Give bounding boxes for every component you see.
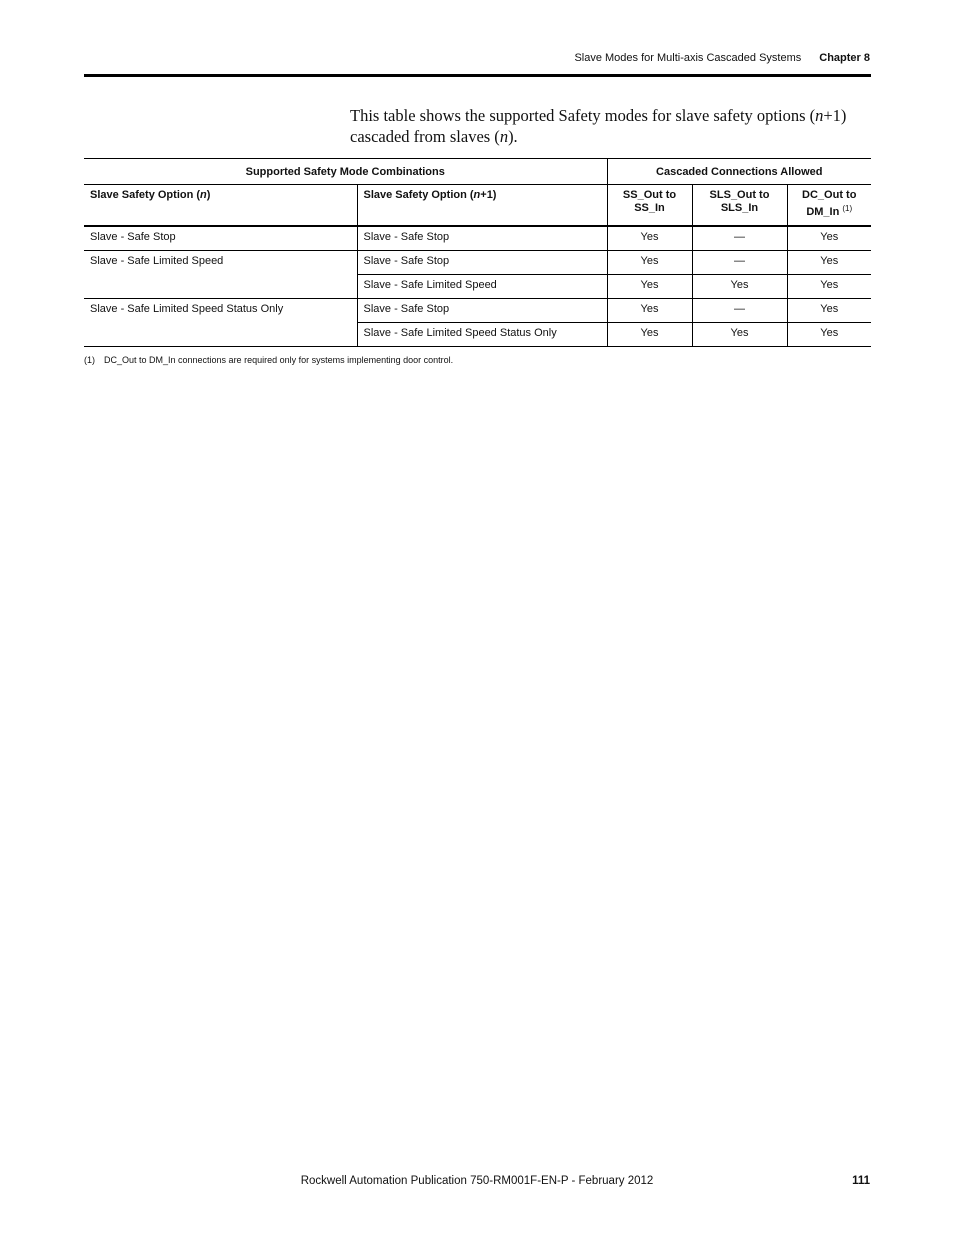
col-header-sls: SLS_Out to SLS_In (692, 185, 787, 227)
col-header-slave-n: Slave Safety Option (n) (84, 185, 357, 227)
footnote-number: (1) (84, 355, 95, 365)
cell-sls: Yes (692, 322, 787, 346)
cell-slave-n1: Slave - Safe Limited Speed Status Only (357, 322, 607, 346)
cell-slave-n: Slave - Safe Stop (84, 226, 357, 250)
chapter-label: Chapter 8 (819, 52, 870, 64)
table-row (84, 226, 871, 250)
intro-var-2: n (499, 126, 509, 146)
running-header (84, 52, 870, 70)
table-row (84, 298, 871, 322)
cell-ss: Yes (607, 298, 692, 322)
cell-sls: — (692, 298, 787, 322)
cell-dc: Yes (787, 274, 871, 298)
section-title: Slave Modes for Multi-axis Cascaded Systems (574, 52, 802, 64)
cell-ss: Yes (607, 226, 692, 250)
cell-dc: Yes (787, 250, 871, 274)
cell-slave-n1: Slave - Safe Stop (357, 250, 607, 274)
intro-paragraph (350, 106, 850, 147)
cell-slave-n: Slave - Safe Limited Speed Status Only (84, 298, 357, 346)
cell-ss: Yes (607, 322, 692, 346)
group-header-connections: Cascaded Connections Allowed (607, 159, 871, 185)
cell-sls: Yes (692, 274, 787, 298)
publication-info: Rockwell Automation Publication 750-RM001F-EN-P - February 2012 (300, 1175, 654, 1187)
cell-dc: Yes (787, 322, 871, 346)
intro-text-3: ). (508, 126, 518, 146)
footnote-ref: (1) (842, 204, 853, 213)
col-header-dc: DC_Out to DM_In $^{(1)}$ (787, 185, 871, 227)
safety-modes-table (84, 158, 871, 347)
cell-slave-n1: Slave - Safe Stop (357, 226, 607, 250)
table-footnote (84, 355, 453, 365)
cell-slave-n1: Slave - Safe Stop (357, 298, 607, 322)
cell-slave-n: Slave - Safe Limited Speed (84, 250, 357, 298)
table-row (84, 250, 871, 274)
intro-var-1: n (815, 106, 824, 125)
cell-slave-n1: Slave - Safe Limited Speed (357, 274, 607, 298)
cell-dc: Yes (787, 298, 871, 322)
col-header-slave-n1: Slave Safety Option (n+1) (357, 185, 607, 227)
cell-ss: Yes (607, 250, 692, 274)
col-header-ss: SS_Out to SS_In (607, 185, 692, 227)
cell-sls: — (692, 250, 787, 274)
intro-text-1: This table shows the supported Safety modes for slave safety options ( (350, 106, 816, 125)
intro-text-2: +1) cascaded from slaves ( (350, 106, 847, 146)
cell-dc: Yes (787, 226, 871, 250)
footnote-text: DC_Out to DM_In connections are required only for systems implementing door control. (104, 355, 454, 365)
header-rule (84, 74, 871, 77)
group-header-combinations: Supported Safety Mode Combinations (84, 159, 607, 185)
cell-sls: — (692, 226, 787, 250)
cell-ss: Yes (607, 274, 692, 298)
running-footer (84, 1175, 870, 1191)
page-number: 111 (852, 1175, 870, 1187)
